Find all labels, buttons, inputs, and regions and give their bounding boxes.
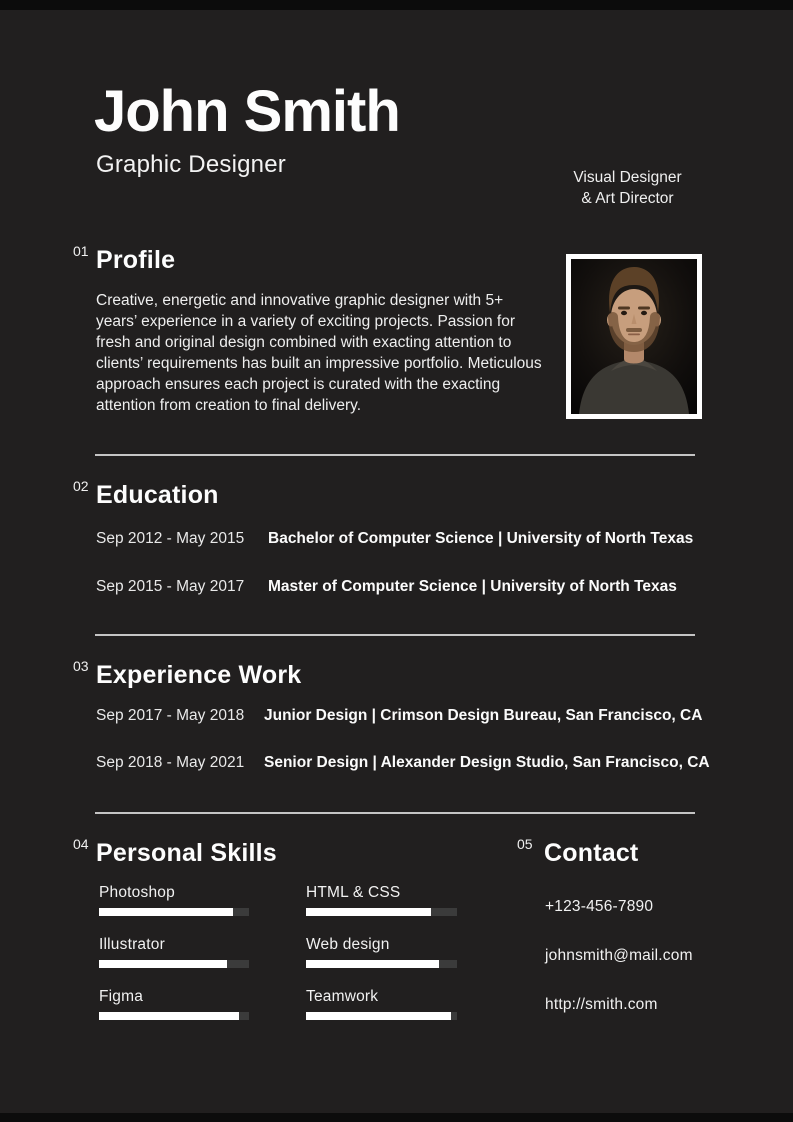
section-title-profile: Profile [96, 246, 176, 274]
education-description: Bachelor of Computer Science | University of North Texas [268, 530, 694, 547]
contact-list [545, 898, 693, 1045]
skill-bar-fill [99, 1012, 239, 1020]
experience-row [96, 707, 716, 725]
education-row [96, 530, 716, 548]
experience-date: Sep 2018 - May 2021 [96, 754, 245, 771]
skill-bar-fill [99, 960, 227, 968]
section-number-profile: 01 [73, 243, 89, 259]
skill-name: Web design [306, 936, 390, 953]
skill-bar-track [99, 908, 249, 916]
section-title-experience: Experience Work [96, 661, 302, 689]
person-name: John Smith [94, 79, 400, 144]
skill-item [99, 988, 249, 1020]
divider-education-experience [95, 634, 695, 636]
skill-bar-track [306, 908, 457, 916]
tagline-line-2: & Art Director [581, 190, 674, 207]
skill-bar-track [99, 960, 249, 968]
skill-item [99, 936, 249, 968]
section-title-skills: Personal Skills [96, 839, 277, 867]
experience-row [96, 754, 716, 772]
skill-name: Figma [99, 988, 144, 1005]
tagline [560, 167, 695, 209]
divider-profile-education [95, 454, 695, 456]
skill-item [306, 936, 457, 968]
skill-bar-track [306, 960, 457, 968]
tagline-line-1: Visual Designer [573, 169, 682, 186]
education-row [96, 578, 716, 596]
page-bottom-edge [0, 1113, 793, 1122]
skill-bar-fill [306, 1012, 451, 1020]
skill-name: HTML & CSS [306, 884, 401, 901]
education-date: Sep 2015 - May 2017 [96, 578, 245, 595]
person-job-title: Graphic Designer [96, 151, 286, 178]
skills-column-right [306, 884, 457, 1040]
skill-name: Illustrator [99, 936, 165, 953]
portrait-illustration [571, 259, 697, 414]
skill-item [306, 988, 457, 1020]
skill-item [306, 884, 457, 916]
contact-website: http://smith.com [545, 996, 658, 1013]
section-number-contact: 05 [517, 836, 533, 852]
section-number-skills: 04 [73, 836, 89, 852]
experience-description: Junior Design | Crimson Design Bureau, San Francisco, CA [264, 707, 703, 724]
contact-email: johnsmith@mail.com [545, 947, 693, 964]
divider-experience-skills [95, 812, 695, 814]
skill-bar-fill [306, 960, 439, 968]
experience-description: Senior Design | Alexander Design Studio, San Francisco, CA [264, 754, 710, 771]
contact-phone: +123-456-7890 [545, 898, 654, 915]
section-title-education: Education [96, 481, 219, 509]
education-description: Master of Computer Science | University of North Texas [268, 578, 677, 595]
skill-bar-track [99, 1012, 249, 1020]
skill-bar-fill [306, 908, 431, 916]
profile-photo [566, 254, 702, 419]
page-top-edge [0, 0, 793, 10]
skill-item [99, 884, 249, 916]
experience-date: Sep 2017 - May 2018 [96, 707, 245, 724]
skills-column-left [99, 884, 249, 1040]
section-number-experience: 03 [73, 658, 89, 674]
section-number-education: 02 [73, 478, 89, 494]
skill-name: Photoshop [99, 884, 175, 901]
section-title-contact: Contact [544, 839, 639, 867]
skill-bar-fill [99, 908, 233, 916]
skill-name: Teamwork [306, 988, 379, 1005]
education-date: Sep 2012 - May 2015 [96, 530, 245, 547]
profile-summary-text: Creative, energetic and innovative graphic designer with 5+ years’ experience in a variety of exciting projects. Passion for fresh and original design combined with exacting attention to clients’ requirements has built an impressive portfolio. Meticulous approach ensures each project is curated with the exacting attention from creation to final delivery. [96, 292, 542, 414]
skill-bar-track [306, 1012, 457, 1020]
